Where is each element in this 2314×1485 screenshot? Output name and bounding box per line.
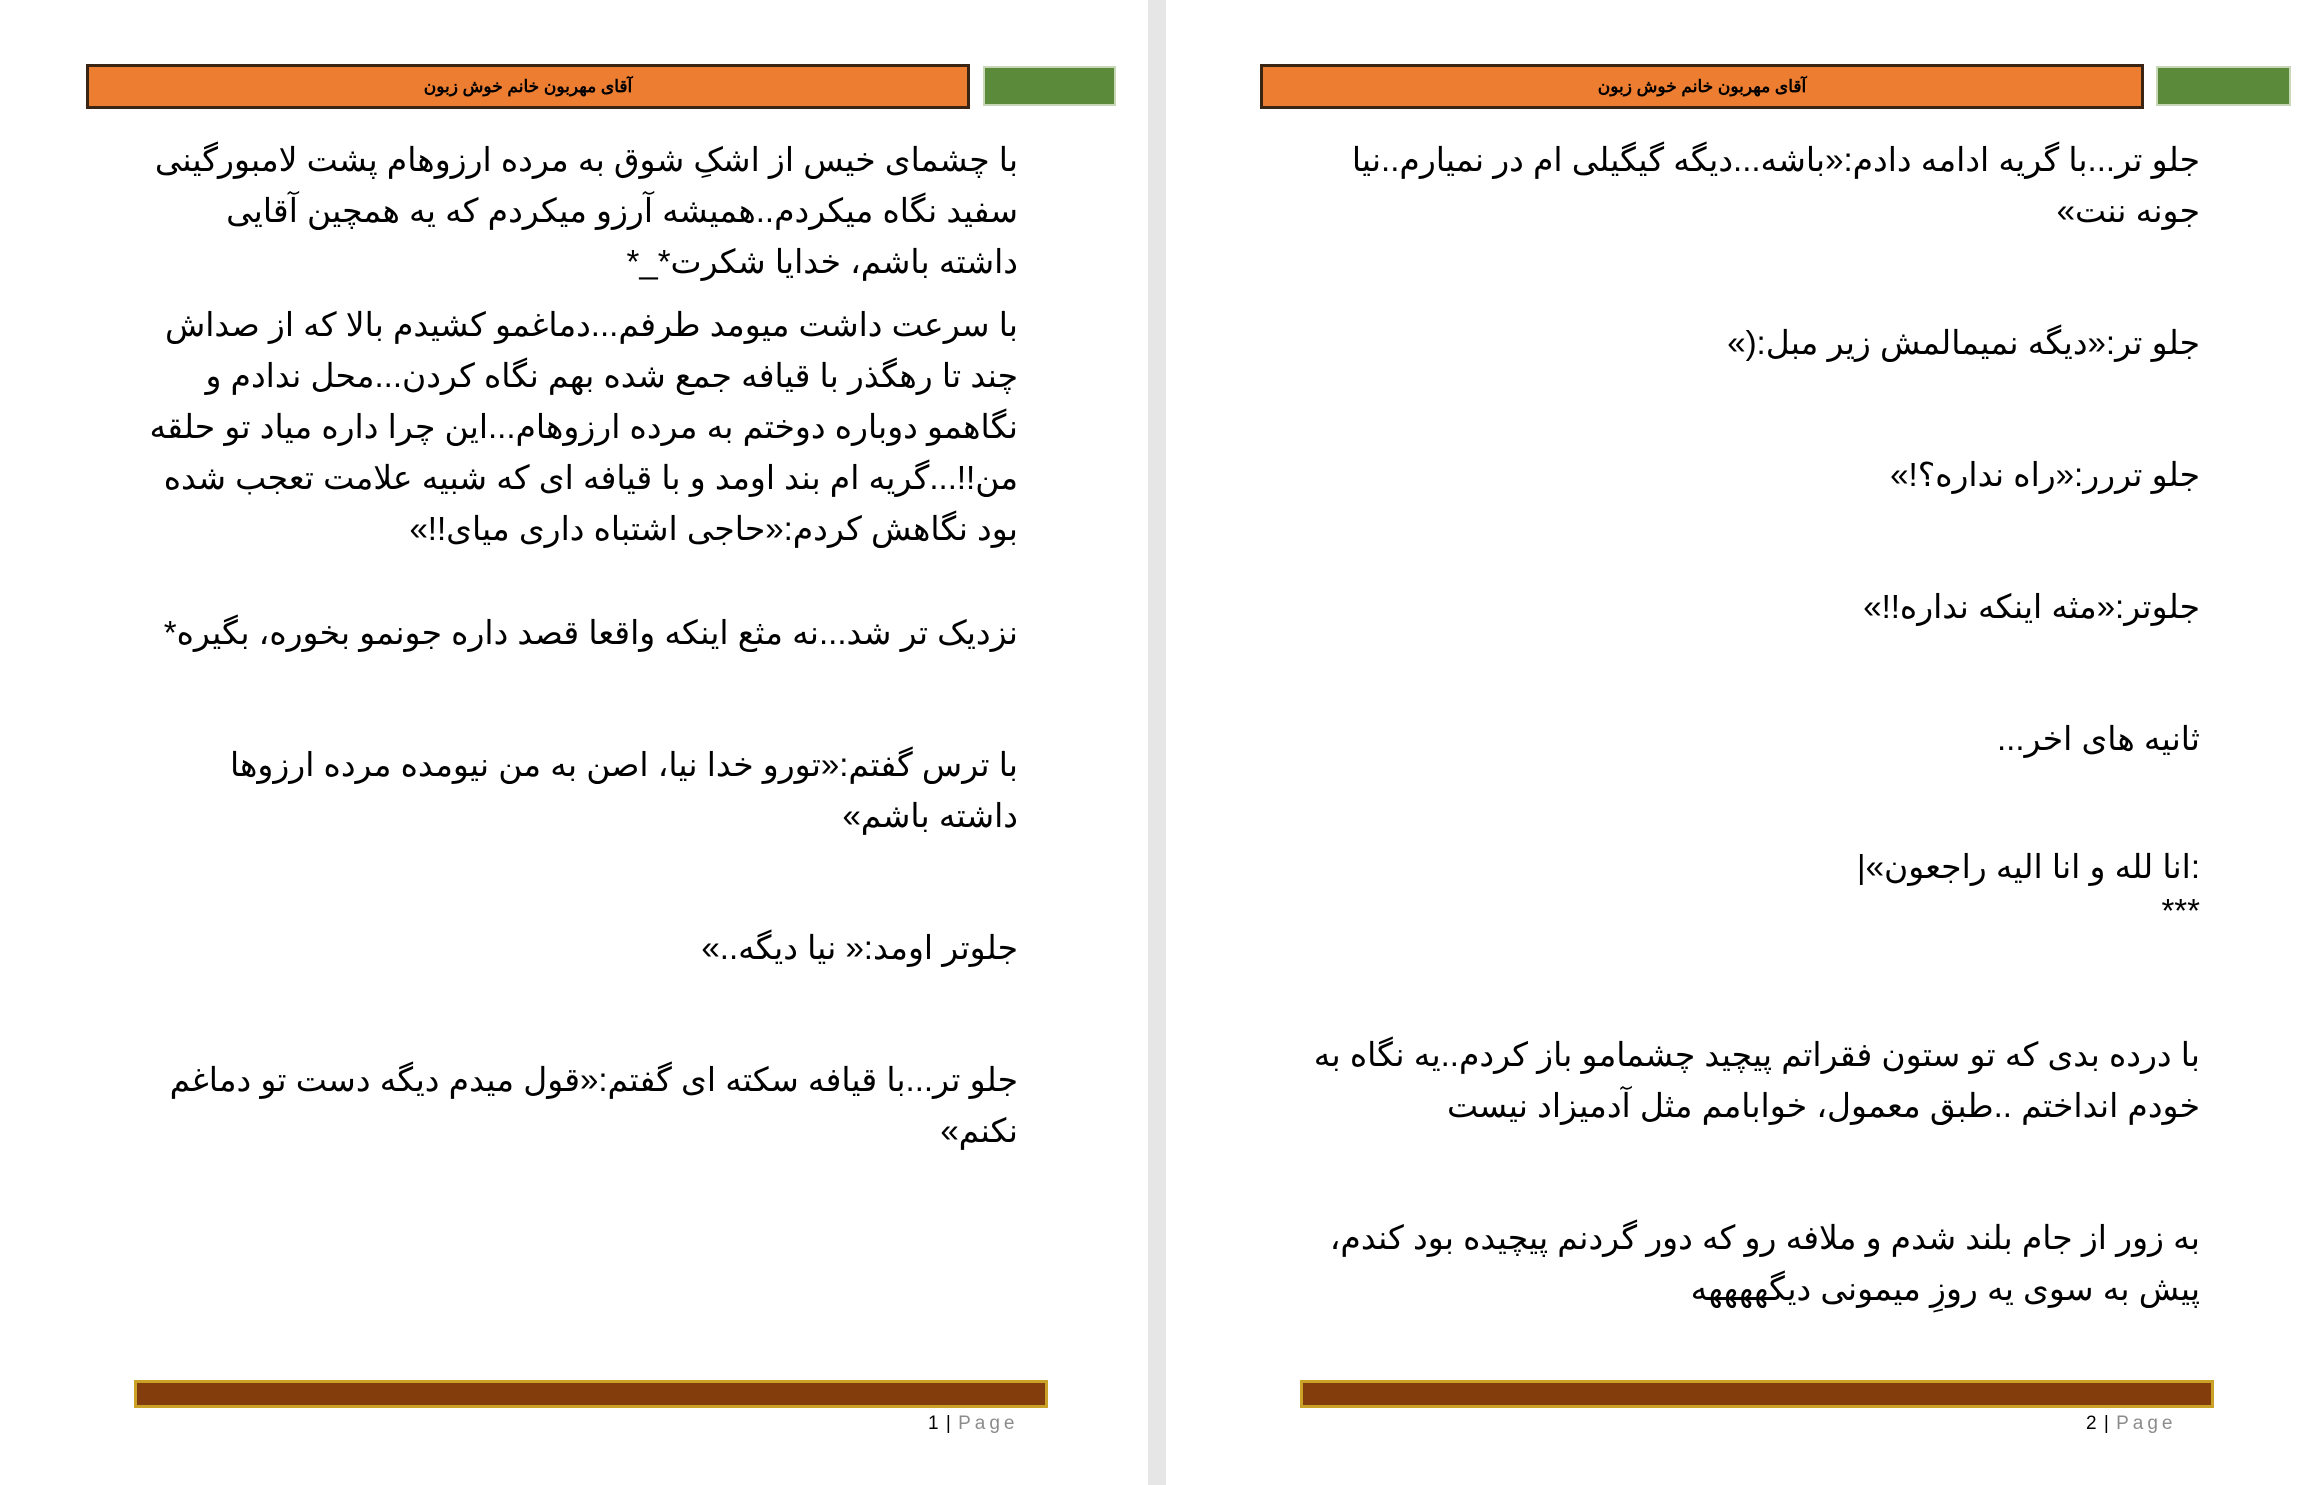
paragraph: جلوتر:«مثه اینکه نداره!!»: [1863, 588, 2200, 625]
paragraph: :انا لله و انا الیه راجعون»|: [1857, 848, 2200, 885]
document-page-2: [1166, 0, 2314, 1485]
page-number: [928, 1413, 1018, 1435]
page-footer-bar: [134, 1380, 1048, 1408]
paragraph: جلو تر:«دیگه نمیمالمش زیر مبل:(»: [1727, 324, 2200, 361]
page-header-bar: [86, 64, 970, 109]
paragraph: جلو تر...با گریه ادامه دادم:«باشه...دیگه گیگیلی ام در نمیارم..نیا جونه ننت»: [1351, 141, 2200, 229]
header-title: آقای مهربون خانم خوش زبون: [423, 76, 633, 96]
page-body: [148, 134, 1018, 1156]
page-number-value: 1: [928, 1413, 940, 1434]
paragraph: نزدیک تر شد...نه مثع اینکه واقعا قصد داره جونمو بخوره، بگیره*: [163, 614, 1018, 651]
paragraph: ***: [2161, 892, 2200, 929]
paragraph: با ترس گفتم:«تورو خدا نیا، اصن به من نیومده مرده ارزوها داشته باشم»: [229, 746, 1018, 834]
paragraph: ثانیه های اخر...: [1997, 720, 2200, 757]
document-page-1: [0, 0, 1148, 1485]
header-accent-block: [983, 66, 1116, 106]
paragraph: با درده بدی که تو ستون فقراتم پیچید چشمامو باز کردم..یه نگاه به خودم انداختم ..طبق معمول، خوابامم مثل آدمیزاد نیست: [1313, 1036, 2200, 1124]
header-title: آقای مهربون خانم خوش زبون: [1597, 76, 1807, 96]
page-number: [2086, 1413, 2176, 1435]
paragraph: جلوتر اومد:« نیا دیگه..»: [701, 929, 1018, 966]
paragraph: جلو تر...با قیافه سکته ای گفتم:«قول میدم دیگه دست تو دماغم نکنم»: [169, 1061, 1018, 1149]
page-number-value: 2: [2086, 1413, 2098, 1434]
page-body: [1306, 134, 2200, 1314]
header-accent-block: [2156, 66, 2291, 106]
page-footer-bar: [1300, 1380, 2214, 1408]
page-number-separator: |: [945, 1413, 952, 1434]
paragraph: با چشمای خیس از اشکِ شوق به مرده ارزوهام پشت لامبورگینی سفید نگاه میکردم..همیشه آرزو میکردم که یه همچین آقایی داشته باشم، خدایا شکرت*_*: [154, 141, 1018, 280]
page-number-separator: |: [2103, 1413, 2110, 1434]
paragraph: جلو تررر:«راه نداره؟!»: [1890, 456, 2200, 493]
paragraph: به زور از جام بلند شدم و ملافه رو که دور گردنم پیچیده بود کندم، پیش به سوی یه روزِ میمونی دیگههههه: [1329, 1219, 2200, 1307]
page-label: Page: [958, 1413, 1019, 1434]
page-label: Page: [2116, 1413, 2177, 1434]
page-header-bar: [1260, 64, 2144, 109]
paragraph: با سرعت داشت میومد طرفم...دماغمو کشیدم بالا که از صداش چند تا رهگذر با قیافه جمع شده بهم نگاه کردن...محل ندادم و نگاهمو دوباره دوختم به مرده ارزوهام...این چرا داره میاد تو حلقه من!!...گریه ام بند اومد و با قیافه ای که شبیه علامت تعجب شده بود نگاهش کردم:«حاجی اشتباه داری میای!!»: [149, 306, 1018, 547]
